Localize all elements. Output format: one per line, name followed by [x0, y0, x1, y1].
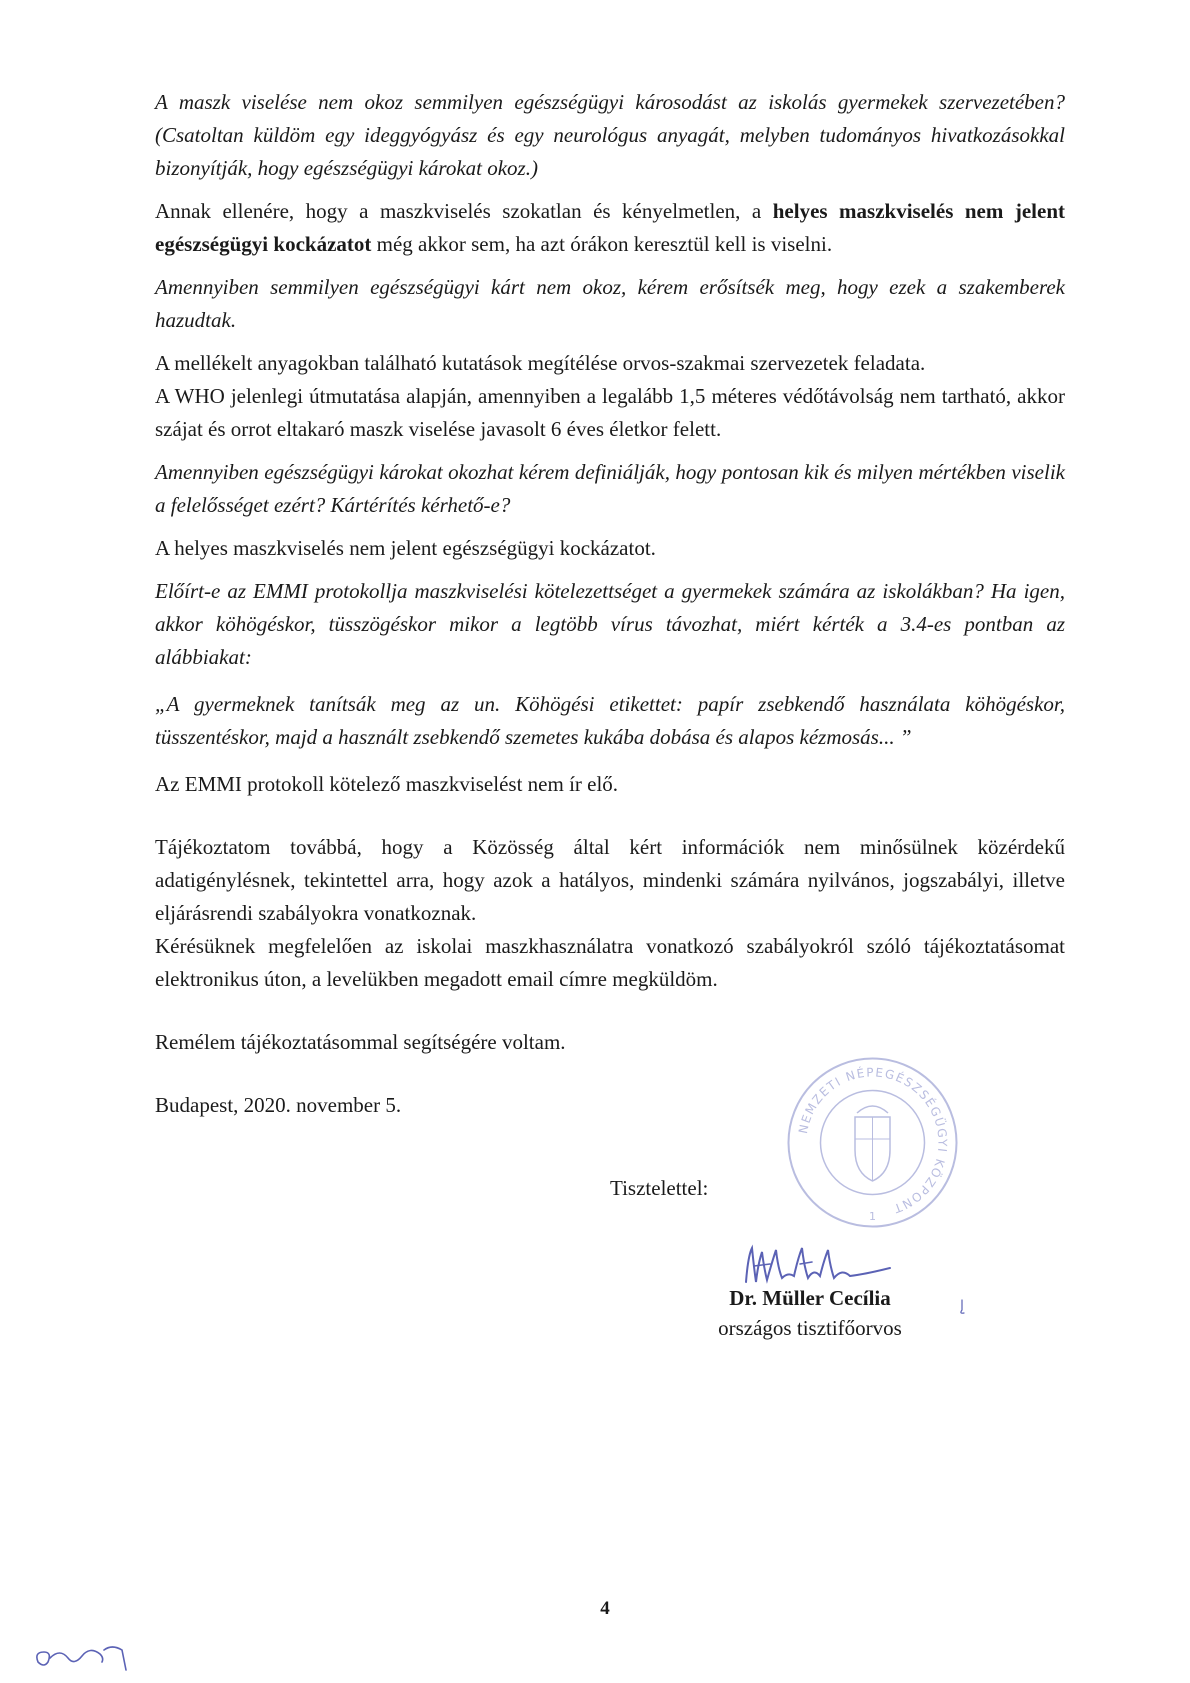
answer-1-emphasis: helyes maszkviselés nem jelent egészségügyi kockázatot [155, 199, 1065, 256]
seal-number: 1 [869, 1210, 876, 1223]
info-paragraph-2: Kérésüknek megfelelően az iskolai maszkhasználatra vonatkozó szabályokról szóló tájékoztatásomat elektronikus úton, a levelükben megadott email címre megküldöm. [155, 934, 1065, 991]
answer-1-text-start: Annak ellenére, hogy a maszkviselés szokatlan és kényelmetlen, a [155, 199, 773, 223]
salutation: Tisztelettel: [610, 1176, 709, 1200]
info-paragraph-1: Tájékoztatom továbbá, hogy a Közösség által kért információk nem minősülnek közérdekű adatigénylésnek, tekintettel arra, hogy azok a hatályos, mindenki számára nyilvános, jogszabályi, illetve eljárásrendi szabályokra vonatkoznak. [155, 835, 1065, 925]
margin-scribble [30, 1640, 140, 1674]
answer-4: Az EMMI protokoll kötelező maszkviselést nem ír elő. [155, 772, 619, 796]
signer-block [680, 1283, 940, 1343]
closing-sentence: Remélem tájékoztatásommal segítségére voltam. [155, 1030, 566, 1054]
answer-3: A helyes maszkviselés nem jelent egészségügyi kockázatot. [155, 536, 656, 560]
answer-2-line-1: A mellékelt anyagokban található kutatások megítélése orvos-szakmai szervezetek feladata. [155, 351, 926, 375]
answer-1 [155, 195, 1065, 261]
place-and-date: Budapest, 2020. november 5. [155, 1093, 402, 1117]
official-seal-stamp [785, 1055, 960, 1230]
answer-1-text-end: még akkor sem, ha azt órákon keresztül kell is viselni. [371, 232, 833, 256]
letter-body [155, 86, 1065, 1122]
question-1: A maszk viselése nem okoz semmilyen egészségügyi károsodást az iskolás gyermekek szervezetében? (Csatoltan küldöm egy ideggyógyász és egy neurológus anyagát, melyben tudományos hivatkozásokkal bizonyítják, hogy egészségügyi károkat okoz.) [155, 90, 1065, 180]
margin-pen-mark [955, 1298, 969, 1316]
question-3: Amennyiben egészségügyi károkat okozhat kérem definiálják, hogy pontosan kik és milyen mértékben viselik a felelősséget ezért? Kártérítés kérhető-e? [155, 460, 1065, 517]
page-number: 4 [600, 1598, 610, 1619]
question-4: Előírt-e az EMMI protokollja maszkviselési kötelezettséget a gyermekek számára az iskolákban? Ha igen, akkor köhögéskor, tüsszögéskor mikor a legtöbb vírus távozhat, miért kérték a 3.4-es pontban az alábbiakat: [155, 579, 1065, 669]
question-2: Amennyiben semmilyen egészségügyi kárt nem okoz, kérem erősítsék meg, hogy ezek a szakemberek hazudtak. [155, 275, 1065, 332]
question-4-quote: „A gyermeknek tanítsák meg az un. Köhögési etikettet: papír zsebkendő használata köhögéskor, tüsszentéskor, majd a használt zsebkendő szemetes kukába dobása és alapos kézmosás... ” [155, 692, 1065, 749]
seal-text: NEMZETI NÉPEGÉSZSÉGÜGYI KÖZPONT [796, 1065, 950, 1217]
signer-title: országos tisztifőorvos [718, 1316, 902, 1340]
signer-name: Dr. Müller Cecília [729, 1286, 891, 1310]
answer-2-line-2: A WHO jelenlegi útmutatása alapján, amennyiben a legalább 1,5 méteres védőtávolság nem tartható, akkor szájat és orrot eltakaró maszk viselése javasolt 6 éves életkor felett. [155, 384, 1065, 441]
